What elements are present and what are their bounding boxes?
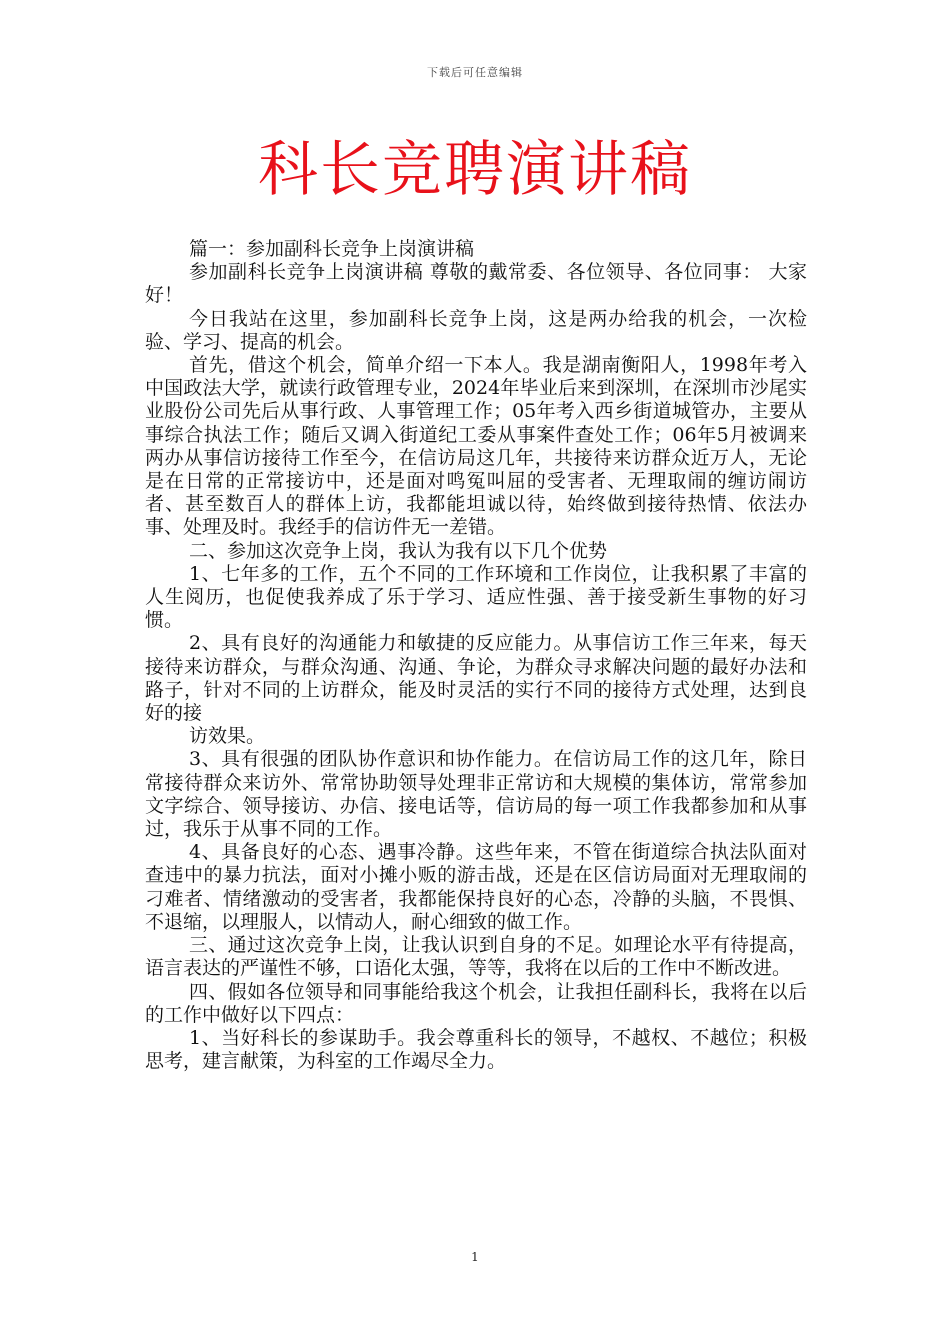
header-note: 下载后可任意编辑	[427, 66, 523, 79]
document-body	[145, 238, 807, 1073]
page-number: 1	[471, 1250, 479, 1264]
paragraph-plan-1: 1、当好科长的参谋助手。我会尊重科长的领导，不越权、不越位；积极思考，建言献策，为科室的工作竭尽全力。	[145, 1026, 807, 1073]
paragraph-advantage-2: 2、具有良好的沟通能力和敏捷的反应能力。从事信访工作三年来，每天接待来访群众，与群众沟通、沟通、争论，为群众寻求解决问题的最好办法和路子，针对不同的上访群众，能及时灵活的实行不同的接待方式处理，达到良好的接	[145, 632, 807, 725]
paragraph-greeting: 参加副科长竞争上岗演讲稿 尊敬的戴常委、各位领导、各位同事： 大家好！	[145, 261, 807, 307]
paragraph-opening: 今日我站在这里，参加副科长竞争上岗，这是两办给我的机会，一次检验、学习、提高的机会。	[145, 307, 807, 353]
paragraph-plan-heading: 四、假如各位领导和同事能给我这个机会，让我担任副科长，我将在以后的工作中做好以下四点：	[145, 980, 807, 1026]
paragraph-section-heading: 篇一：参加副科长竞争上岗演讲稿	[189, 238, 475, 260]
paragraph-advantages-heading: 二、参加这次竞争上岗，我认为我有以下几个优势	[189, 539, 608, 562]
paragraph-advantage-4: 4、具备良好的心态、遇事冷静。这些年来，不管在街道综合执法队面对查违中的暴力抗法，面对小摊小贩的游击战，还是在区信访局面对无理取闹的刁难者、情绪激动的受害者，我都能保持良好的心态，冷静的头脑，不畏惧、不退缩，以理服人，以情动人，耐心细致的做工作。	[145, 841, 807, 933]
paragraph-self-introduction: 首先，借这个机会，简单介绍一下本人。我是湖南衡阳人，1998年考入中国政法大学，就读行政管理专业，2024年毕业后来到深圳，在深圳市沙尾实业股份公司先后从事行政、人事管理工作；05年考入西乡街道城管办，主要从事综合执法工作；随后又调入街道纪工委从事案件查处工作；06年5月被调来两办从事信访接待工作至今，在信访局这几年，共接待来访群众近万人，无论是在日常的正常接访中，还是面对鸣冤叫屈的受害者、无理取闹的缠访闹访者、甚至数百人的群体上访，我都能坦诚以待，始终做到接待热情、依法办事、处理及时。我经手的信访件无一差错。	[145, 354, 807, 539]
paragraph-advantage-2-continued: 访效果。	[189, 725, 266, 748]
paragraph-advantage-1: 1、七年多的工作，五个不同的工作环境和工作岗位，让我积累了丰富的人生阅历，也促使我养成了乐于学习、适应性强、善于接受新生事物的好习惯。	[145, 562, 807, 632]
paragraph-advantage-3: 3、具有很强的团队协作意识和协作能力。在信访局工作的这几年，除日常接待群众来访外、常常协助领导处理非正常访和大规模的集体访，常常参加文字综合、领导接访、办信、接电话等，信访局的每一项工作我都参加和从事过，我乐于从事不同的工作。	[145, 748, 807, 841]
paragraph-shortcomings: 三、通过这次竞争上岗，让我认识到自身的不足。如理论水平有待提高，语言表达的严谨性不够，口语化太强，等等，我将在以后的工作中不断改进。	[145, 934, 807, 980]
document-title: 科长竞聘演讲稿	[258, 135, 692, 205]
